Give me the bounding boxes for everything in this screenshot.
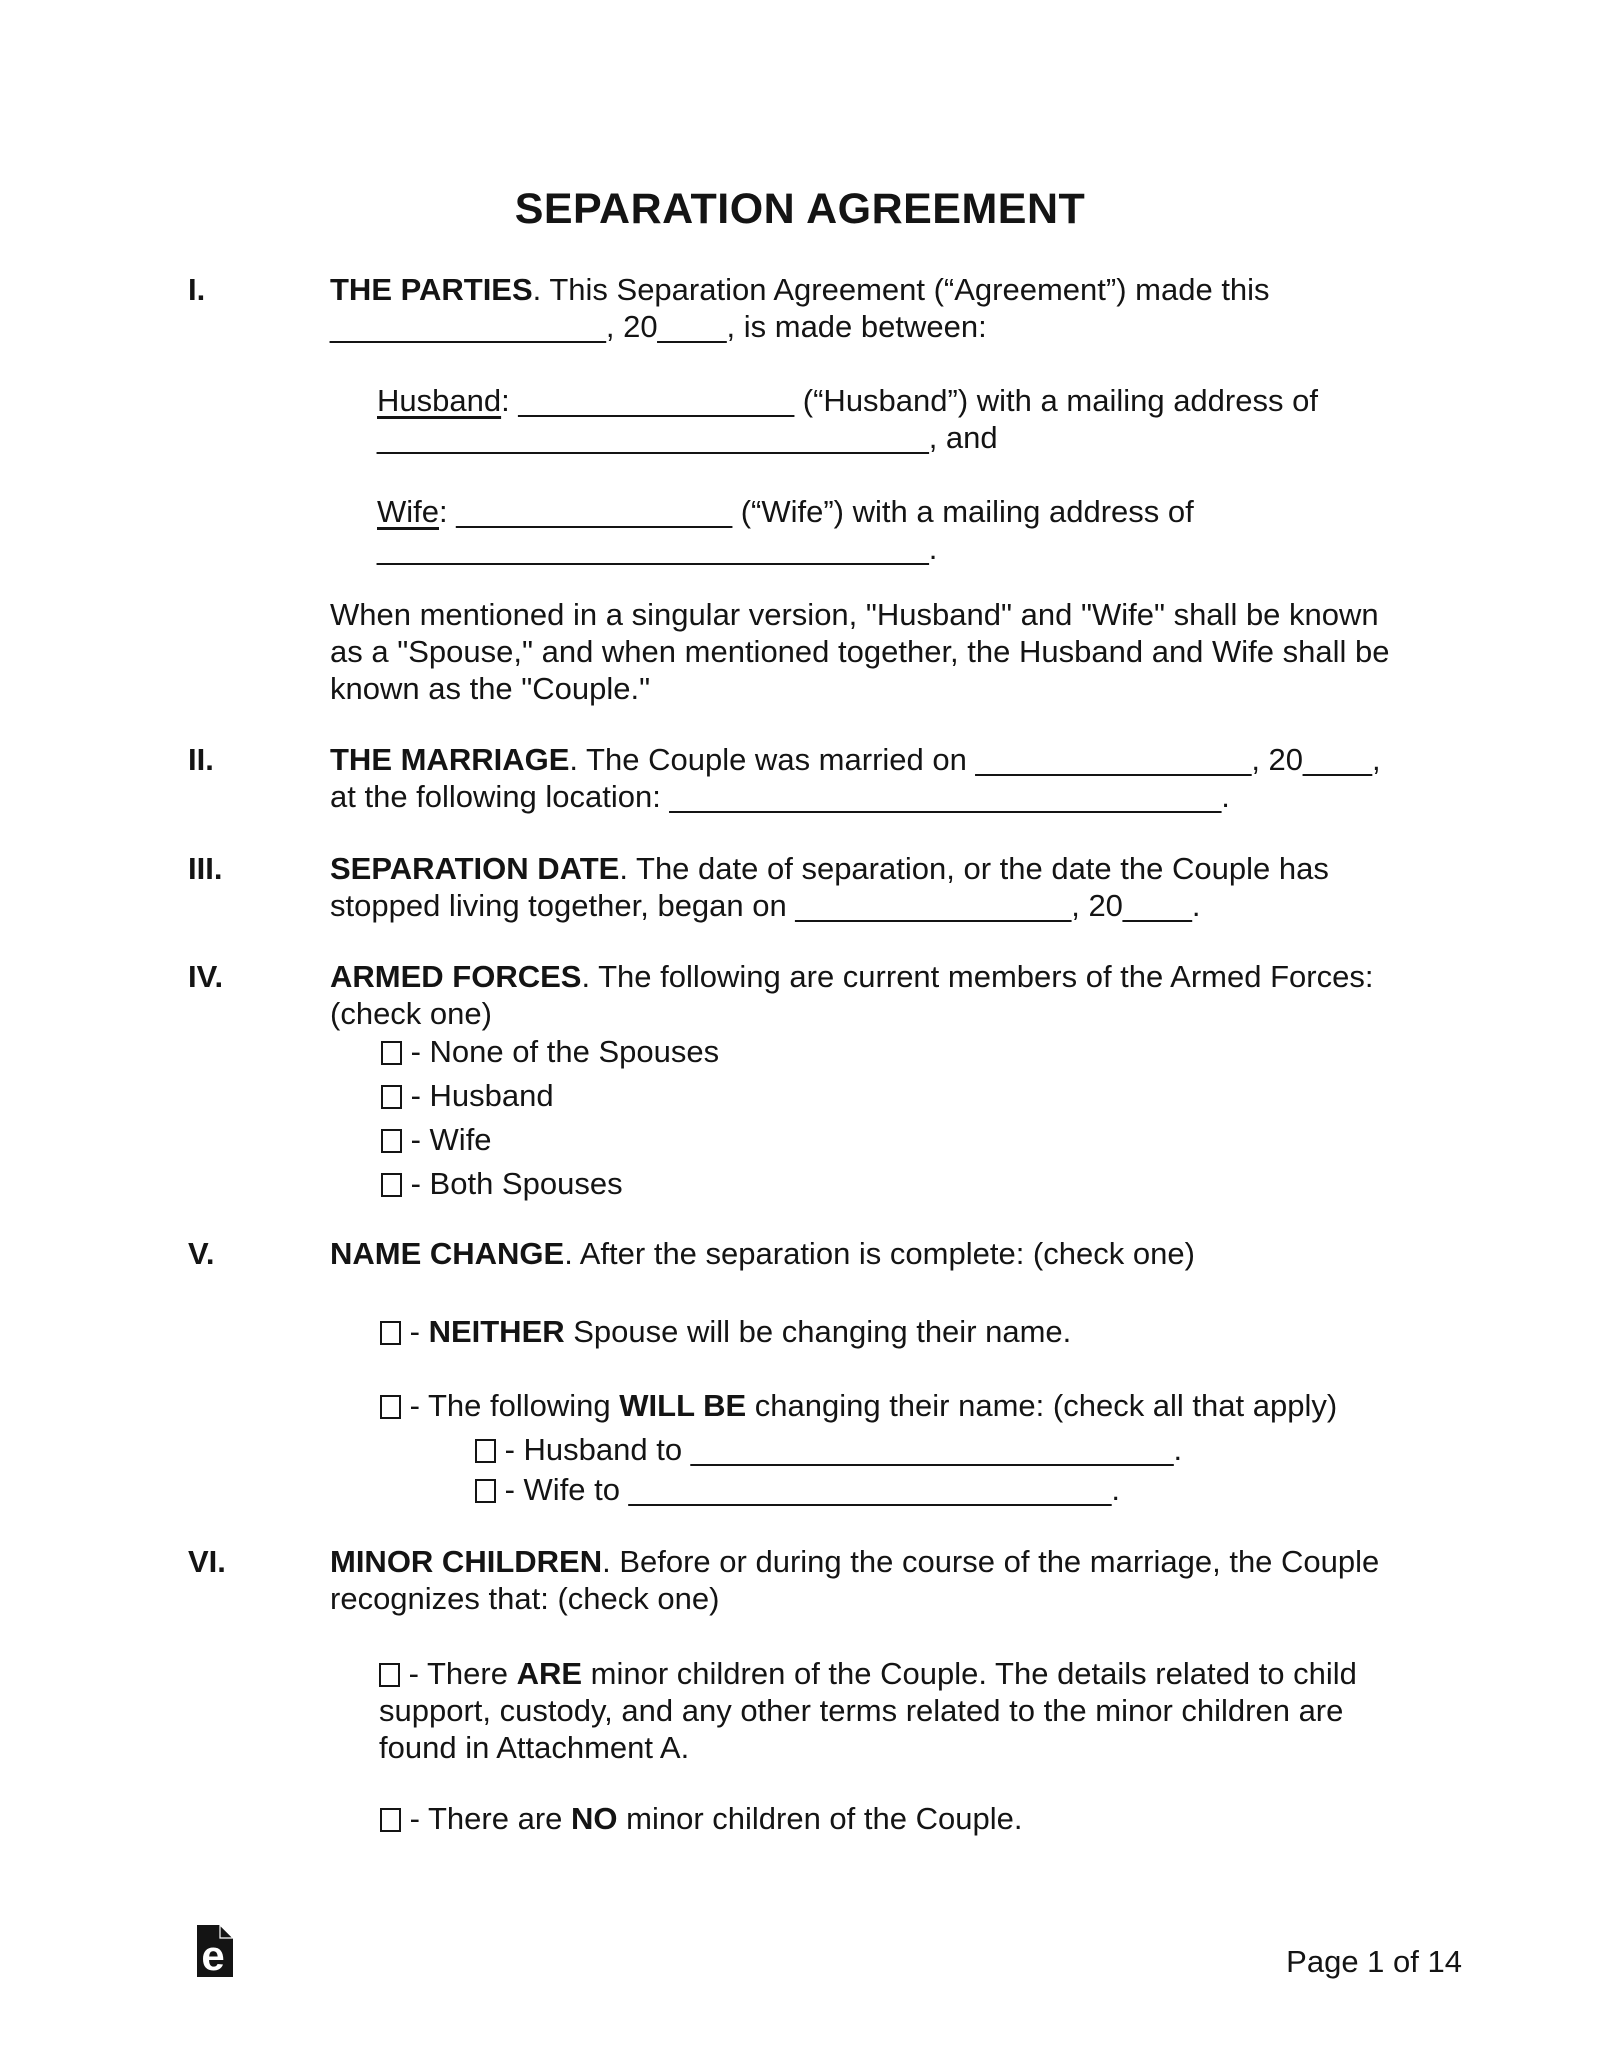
text-line	[380, 1800, 1022, 1837]
text-segment: MINOR CHILDREN	[330, 1544, 603, 1579]
text-line	[330, 271, 1270, 308]
text-segment: known as the "Couple."	[330, 671, 651, 706]
section-numeral-minor-children: VI.	[188, 1544, 226, 1579]
text-line	[380, 1313, 1071, 1350]
checkbox[interactable]	[380, 1321, 401, 1345]
text-segment: minor children of the Couple. The details related to child	[582, 1656, 1357, 1691]
text-segment: at the following location: ________________________________.	[330, 779, 1230, 814]
text-segment: . This Separation Agreement (“Agreement”) made this	[532, 272, 1270, 307]
text-line	[475, 1431, 1182, 1468]
text-line	[330, 1580, 1379, 1617]
text-segment: . The Couple was married on ________________, 20____,	[569, 742, 1381, 777]
section-numeral-marriage: II.	[188, 742, 214, 777]
section-numeral-parties: I.	[188, 272, 206, 307]
name-change-option-neither	[380, 1313, 1071, 1350]
text-segment: - There	[400, 1656, 517, 1691]
name-change-option-will-be	[380, 1387, 1337, 1424]
text-line	[381, 1030, 719, 1074]
section-numeral-armed-forces: IV.	[188, 959, 224, 994]
checkbox[interactable]	[381, 1041, 402, 1065]
page-number: Page 1 of 14	[1286, 1944, 1462, 1979]
text-line	[377, 382, 1318, 419]
text-segment: . Before or during the course of the marriage, the Couple	[602, 1544, 1380, 1579]
text-segment: Husband	[377, 383, 502, 418]
text-line	[381, 1162, 719, 1206]
text-line	[380, 1387, 1337, 1424]
text-segment: THE PARTIES	[330, 272, 533, 307]
text-segment: - The following	[401, 1388, 620, 1423]
text-line	[377, 493, 1194, 530]
text-segment: - There are	[401, 1801, 572, 1836]
text-segment: THE MARRIAGE	[330, 742, 570, 777]
text-line	[330, 596, 1390, 633]
section-separation-date	[330, 850, 1329, 924]
text-segment: ________________________________, and	[377, 420, 998, 455]
section-armed-forces	[330, 958, 1373, 1032]
text-segment: stopped living together, began on ________________, 20____.	[330, 888, 1201, 923]
text-segment: SEPARATION DATE	[330, 851, 620, 886]
text-segment: When mentioned in a singular version, "Husband" and "Wife" shall be known	[330, 597, 1379, 632]
text-line	[330, 778, 1381, 815]
text-segment: - Wife to ____________________________.	[496, 1472, 1120, 1507]
checkbox[interactable]	[379, 1663, 400, 1687]
section-name-change	[330, 1235, 1195, 1272]
text-line	[330, 995, 1373, 1032]
text-segment: minor children of the Couple.	[617, 1801, 1023, 1836]
checkbox[interactable]	[380, 1395, 401, 1419]
text-segment: ________________________________.	[377, 531, 938, 566]
text-segment: - Husband to ____________________________.	[496, 1432, 1183, 1467]
text-segment: : ________________ (“Husband”) with a mailing address of	[501, 383, 1318, 418]
checkbox[interactable]	[381, 1085, 402, 1109]
text-line	[330, 670, 1390, 707]
text-segment: Wife	[377, 494, 439, 529]
wife-clause	[377, 493, 1194, 567]
text-line	[377, 530, 1194, 567]
text-segment: found in Attachment A.	[379, 1730, 690, 1765]
text-segment: NEITHER	[428, 1314, 565, 1349]
text-segment: (check one)	[330, 996, 492, 1031]
text-segment: Spouse will be changing their name.	[564, 1314, 1072, 1349]
text-line	[379, 1692, 1357, 1729]
text-segment: - Husband	[402, 1078, 554, 1113]
text-segment: ARE	[516, 1656, 583, 1691]
text-segment: NO	[571, 1801, 618, 1836]
text-line	[379, 1729, 1357, 1766]
text-line	[381, 1074, 719, 1118]
section-minor-children	[330, 1543, 1379, 1617]
section-marriage	[330, 741, 1381, 815]
minor-children-option-are	[379, 1655, 1357, 1766]
text-line	[381, 1118, 719, 1162]
text-line	[330, 1543, 1379, 1580]
name-change-husband-to	[475, 1431, 1182, 1468]
text-line	[379, 1655, 1357, 1692]
checkbox[interactable]	[380, 1808, 401, 1832]
armed-forces-options	[381, 1030, 719, 1206]
document-title: SEPARATION AGREEMENT	[514, 185, 1086, 233]
text-segment: ________________, 20____, is made between:	[330, 309, 987, 344]
eforms-logo-icon	[197, 1925, 233, 1977]
minor-children-option-no	[380, 1800, 1022, 1837]
text-line	[475, 1471, 1120, 1508]
checkbox[interactable]	[475, 1479, 496, 1503]
text-line	[330, 958, 1373, 995]
text-segment: NAME CHANGE	[330, 1236, 565, 1271]
text-segment: : ________________ (“Wife”) with a mailing address of	[439, 494, 1194, 529]
checkbox[interactable]	[381, 1173, 402, 1197]
section-numeral-name-change: V.	[188, 1236, 215, 1271]
text-segment: - Both Spouses	[402, 1166, 623, 1201]
text-segment: - Wife	[402, 1122, 492, 1157]
section-parties-intro	[330, 271, 1270, 345]
spouse-definition-paragraph	[330, 596, 1390, 707]
text-segment: . After the separation is complete: (check one)	[564, 1236, 1195, 1271]
checkbox[interactable]	[475, 1439, 496, 1463]
text-segment: ARMED FORCES	[330, 959, 582, 994]
text-segment: . The following are current members of the Armed Forces:	[581, 959, 1374, 994]
text-line	[330, 1235, 1195, 1272]
text-line	[330, 633, 1390, 670]
text-line	[330, 308, 1270, 345]
text-segment: recognizes that: (check one)	[330, 1581, 720, 1616]
svg-text:e: e	[201, 1932, 225, 1977]
section-numeral-separation-date: III.	[188, 851, 223, 886]
name-change-wife-to	[475, 1471, 1120, 1508]
text-segment: changing their name: (check all that apply)	[746, 1388, 1338, 1423]
husband-clause	[377, 382, 1318, 456]
text-line	[330, 741, 1381, 778]
text-segment: . The date of separation, or the date the Couple has	[619, 851, 1329, 886]
text-line	[377, 419, 1318, 456]
text-segment: support, custody, and any other terms related to the minor children are	[379, 1693, 1344, 1728]
text-segment: WILL BE	[619, 1388, 747, 1423]
text-segment: as a "Spouse," and when mentioned together, the Husband and Wife shall be	[330, 634, 1390, 669]
text-line	[330, 850, 1329, 887]
checkbox[interactable]	[381, 1129, 402, 1153]
text-segment: -	[401, 1314, 429, 1349]
text-line	[330, 887, 1329, 924]
text-segment: - None of the Spouses	[402, 1034, 720, 1069]
